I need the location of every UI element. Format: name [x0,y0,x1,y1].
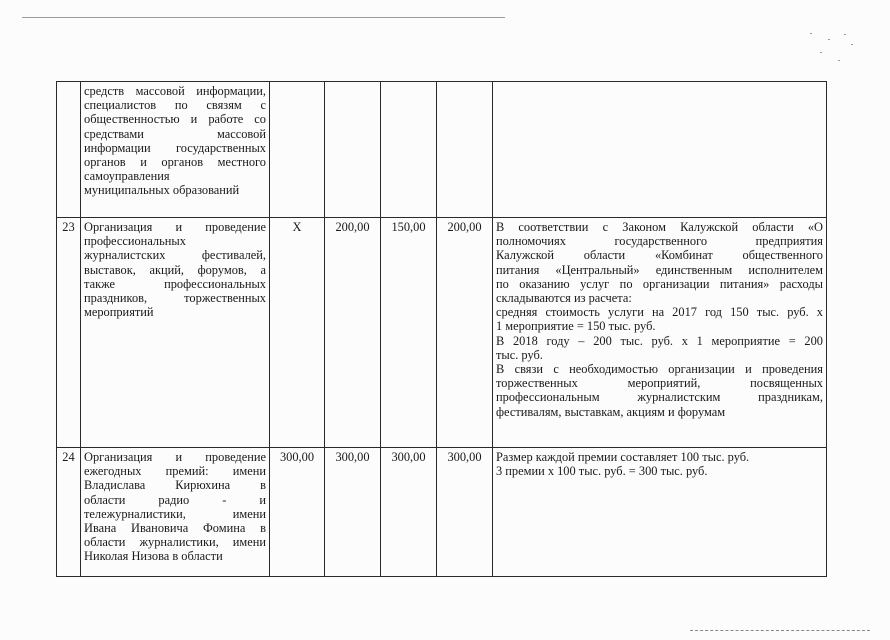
text-line: тыс. руб. [496,347,543,362]
amount-cell-v2 [325,82,381,218]
text-line: Размер каждой премии составляет 100 тыс. руб. [496,450,750,464]
table-row [57,448,827,577]
amount-cell-v1: Х [270,218,325,448]
scan-artifact-line-bottom [690,630,870,631]
amount-cell-v2: 300,00 [325,448,381,577]
row-number: 23 [57,218,81,448]
table-body [57,82,827,577]
text-line: Владислава Кирюхина в [84,478,266,493]
text-line: самоуправления [84,169,170,184]
row-number: 24 [57,448,81,577]
text-line: муниципальных образований [84,183,240,198]
text-line: профессиональных [84,234,186,249]
text-line: тележурналистики, имени [84,506,266,521]
scan-artifact-line [22,17,505,18]
text-line: специалистов по связям с [84,98,266,113]
activity-name-cell [81,448,270,577]
text-line: ежегодных премий: имени [84,464,266,479]
scan-artifact-specks [800,30,860,70]
text-line: области радио - и [84,492,266,507]
text-line: Организация и проведение [84,220,266,234]
text-line: праздников, торжественных [84,291,266,306]
text-line: профессиональным журналистским праздникам, [496,390,823,405]
text-line: торжественных мероприятий, посвященных [496,376,823,391]
text-line: журналистских фестивалей, [84,248,266,263]
text-line: органов и органов местного [84,155,266,170]
text-line: общественностью и работе со [84,112,266,127]
text-line: фестивалям, выставкам, акциям и форумам [496,404,726,419]
text-line: Ивана Ивановича Фомина в [84,521,266,536]
text-line: мероприятий [84,305,154,320]
text-line: области журналистики, имени [84,535,266,550]
text-line: 3 премии х 100 тыс. руб. = 300 тыс. руб. [496,464,708,479]
amount-cell-v4: 200,00 [437,218,493,448]
justification-cell [493,448,827,577]
table-row [57,218,827,448]
text-line: складываются из расчета: [496,291,632,306]
budget-table [56,81,827,577]
amount-cell-v3 [381,82,437,218]
activity-name-cell [81,218,270,448]
amount-cell-v3: 150,00 [381,218,437,448]
amount-cell-v2: 200,00 [325,218,381,448]
text-line: выставок, акций, форумов, а [84,262,266,277]
activity-name-cell [81,82,270,218]
text-line: по оказанию услуг по организации питания» расходы [496,276,823,291]
justification-cell [493,82,827,218]
text-line: Организация и проведение [84,450,266,464]
amount-cell-v1: 300,00 [270,448,325,577]
text-line: питания «Центральный» единственным исполнителем [496,262,823,277]
text-line: Николая Низова в области [84,549,223,564]
justification-cell [493,218,827,448]
amount-cell-v4 [437,82,493,218]
text-line: В связи с необходимостью организации и проведения [496,362,823,377]
text-line: средствами массовой [84,126,266,141]
text-line: также профессиональных [84,276,266,291]
text-line: В 2018 году – 200 тыс. руб. х 1 мероприятие = 200 [496,333,823,348]
amount-cell-v3: 300,00 [381,448,437,577]
text-line: средств массовой информации, [84,84,266,98]
row-number [57,82,81,218]
text-line: полномочиях государственного предприятия [496,234,823,249]
text-line: информации государственных [84,140,266,155]
amount-cell-v1 [270,82,325,218]
text-line: средняя стоимость услуги на 2017 год 150 тыс. руб. х [496,305,823,320]
text-line: 1 мероприятие = 150 тыс. руб. [496,319,656,334]
table-row [57,82,827,218]
text-line: В соответствии с Законом Калужской области «О [496,220,823,234]
text-line: Калужской области «Комбинат общественного [496,248,823,263]
amount-cell-v4: 300,00 [437,448,493,577]
